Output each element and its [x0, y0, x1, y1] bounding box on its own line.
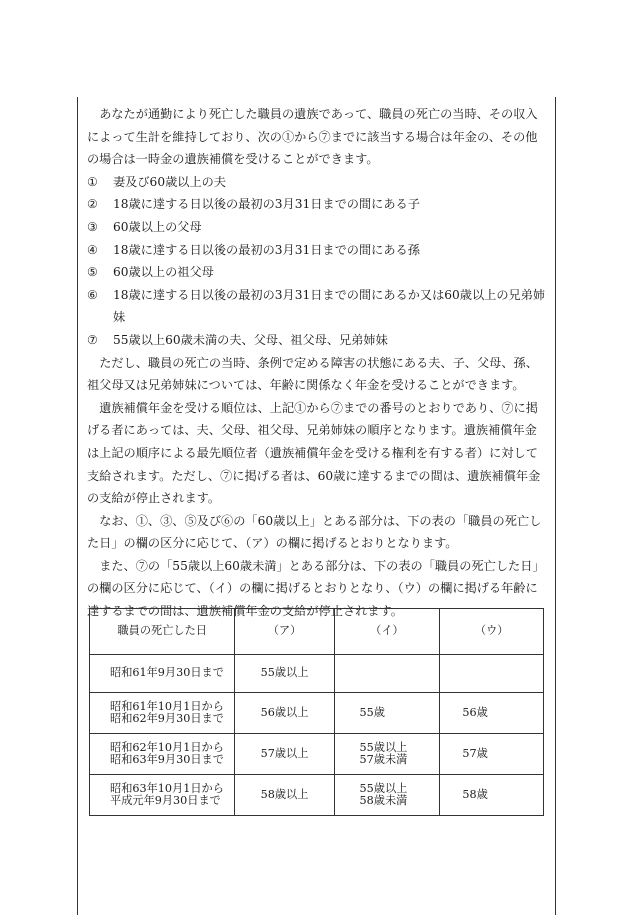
- age-a-paragraph: なお、①、③、⑤及び⑥の「60歳以上」とある部分は、下の表の「職員の死亡した日」の欄の区分に応じて、（ア）の欄に掲げるとおりとなります。: [87, 513, 542, 551]
- item-number: ⑦: [87, 332, 98, 347]
- date-line: 昭和62年9月30日まで: [110, 712, 224, 725]
- age-table: [89, 608, 544, 816]
- date-line: 昭和62年10月1日から: [110, 740, 224, 754]
- list-item: [87, 216, 547, 239]
- age-i-cell: [334, 655, 440, 693]
- item-text: 18歳に達する日以後の最初の3月31日までの間にある孫: [113, 242, 420, 257]
- age-i-cell: [334, 775, 440, 816]
- date-line: 昭和63年9月30日まで: [110, 753, 224, 766]
- item-text: 60歳以上の祖父母: [113, 265, 214, 280]
- disability-paragraph: ただし、職員の死亡の当時、条例で定める障害の状態にある夫、子、父母、孫、祖父母又は兄弟姉妹については、年齢に関係なく年金を受けることができます。: [87, 355, 538, 393]
- age-i-line: 57歳未満: [359, 753, 408, 766]
- header-death-date: 職員の死亡した日: [90, 609, 235, 655]
- item-text: 18歳に達する日以後の最初の3月31日までの間にあるか又は60歳以上の兄弟姉妹: [113, 287, 546, 325]
- item-number: ②: [87, 197, 98, 212]
- age-u-cell: 58歳: [440, 775, 544, 816]
- item-number: ③: [87, 219, 98, 234]
- item-number: ④: [87, 242, 98, 257]
- table-header-row: [90, 609, 544, 655]
- item-text: 60歳以上の父母: [113, 219, 202, 234]
- date-line: 昭和63年10月1日から: [110, 781, 224, 795]
- eligible-list: [87, 171, 547, 352]
- age-i-cell: [334, 734, 440, 775]
- item-number: ①: [87, 174, 98, 189]
- item-text: 18歳に達する日以後の最初の3月31日までの間にある子: [113, 197, 420, 212]
- age-u-cell: 56歳: [440, 693, 544, 734]
- list-item: [87, 193, 547, 216]
- order-paragraph: 遺族補償年金を受ける順位は、上記①から⑦までの番号のとおりであり、⑦に掲げる者にあっては、夫、父母、祖父母、兄弟姉妹の順序となります。遺族補償年金は上記の順序による最先順位者（遺族補償年金を受ける権利を有する者）に対して支給されます。ただし、⑦に掲げる者は、60歳に達するまでの間は、遺族補償年金の支給が停止されます。: [87, 400, 541, 506]
- death-date-cell: [90, 655, 235, 693]
- table-row: [90, 655, 544, 693]
- age-a-cell: 55歳以上: [235, 655, 334, 693]
- age-a-cell: 57歳以上: [235, 734, 334, 775]
- age-i-line: 55歳以上: [359, 781, 408, 795]
- item-number: ⑤: [87, 265, 98, 280]
- table-row: [90, 775, 544, 816]
- age-a-cell: 56歳以上: [235, 693, 334, 734]
- list-item: [87, 261, 547, 284]
- list-item: [87, 171, 547, 194]
- date-line: 平成元年9月30日まで: [110, 794, 221, 807]
- header-i: （イ）: [334, 609, 440, 655]
- death-date-cell: [90, 775, 235, 816]
- death-date-cell: [90, 734, 235, 775]
- age-u-cell: [440, 655, 544, 693]
- date-line: 昭和61年10月1日から: [110, 699, 224, 713]
- list-item: [87, 329, 547, 352]
- age-i-line: 55歳以上: [359, 740, 408, 754]
- age-u-cell: 57歳: [440, 734, 544, 775]
- item-text: 妻及び60歳以上の夫: [113, 174, 227, 189]
- table-row: [90, 693, 544, 734]
- list-item: [87, 284, 547, 329]
- age-i-cell: [334, 693, 440, 734]
- age-iu-paragraph: また、⑦の「55歳以上60歳未満」とある部分は、下の表の「職員の死亡した日」の欄の区分に応じて、（イ）の欄に掲げるとおりとなり、（ウ）の欄に掲げる年齢に達するまでの間は、遺族補償年金の支給が停止されます。: [87, 558, 545, 619]
- header-u: （ウ）: [440, 609, 544, 655]
- document-body: [87, 103, 547, 623]
- item-text: 55歳以上60歳未満の夫、父母、祖父母、兄弟姉妹: [113, 332, 388, 347]
- age-i-line: 58歳未満: [359, 794, 408, 807]
- item-number: ⑥: [87, 287, 98, 302]
- date-line: 昭和61年9月30日まで: [110, 666, 224, 680]
- table-row: [90, 734, 544, 775]
- list-item: [87, 239, 547, 262]
- age-a-cell: 58歳以上: [235, 775, 334, 816]
- header-a: （ア）: [235, 609, 334, 655]
- age-i-line: 55歳: [359, 705, 385, 719]
- intro-paragraph: あなたが通勤により死亡した職員の遺族であって、職員の死亡の当時、その収入によって生計を維持しており、次の①から⑦までに該当する場合は年金の、その他の場合は一時金の遺族補償を受けることができます。: [87, 107, 538, 167]
- death-date-cell: [90, 693, 235, 734]
